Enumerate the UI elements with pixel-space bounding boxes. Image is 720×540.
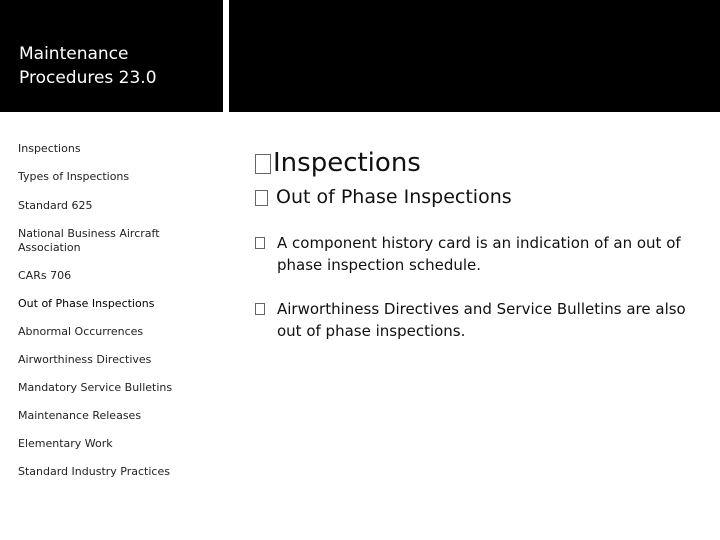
bullet-text: Airworthiness Directives and Service Bulletins are also out of phase inspections. (277, 300, 686, 340)
square-box-icon (255, 190, 268, 206)
sidebar-item-elementary-work[interactable]: Elementary Work (18, 437, 113, 450)
heading-text: Inspections (273, 148, 421, 178)
sidebar-item-out-of-phase[interactable]: Out of Phase Inspections (18, 297, 155, 310)
sidebar-item-nbaa[interactable]: National Business Aircraft Association (18, 227, 160, 254)
sidebar-item-standard-625[interactable]: Standard 625 (18, 199, 93, 212)
sidebar-item-standard-industry-practices[interactable]: Standard Industry Practices (18, 465, 170, 478)
bullet-item (255, 298, 690, 342)
presentation-title: Maintenance Procedures 23.0 (19, 44, 157, 88)
content-subheading (255, 184, 512, 210)
title-banner (0, 0, 223, 112)
sidebar-item-inspections[interactable]: Inspections (18, 142, 81, 155)
sidebar-item-mandatory-service-bulletins[interactable]: Mandatory Service Bulletins (18, 381, 173, 394)
subheading-text: Out of Phase Inspections (276, 186, 512, 208)
content-heading (255, 146, 421, 180)
sidebar-item-cars-706[interactable]: CARs 706 (18, 269, 72, 282)
bullet-text: A component history card is an indication of an out of phase inspection schedule. (277, 234, 681, 274)
square-box-icon (255, 237, 265, 249)
bullet-item (255, 232, 690, 276)
sidebar-item-maintenance-releases[interactable]: Maintenance Releases (18, 409, 142, 422)
sidebar-item-airworthiness-directives[interactable]: Airworthiness Directives (18, 353, 152, 366)
square-box-icon (255, 154, 271, 174)
square-box-icon (255, 303, 265, 315)
header-banner (229, 0, 720, 112)
sidebar-item-abnormal-occurrences[interactable]: Abnormal Occurrences (18, 325, 144, 338)
sidebar-item-types-of-inspections[interactable]: Types of Inspections (18, 170, 130, 183)
